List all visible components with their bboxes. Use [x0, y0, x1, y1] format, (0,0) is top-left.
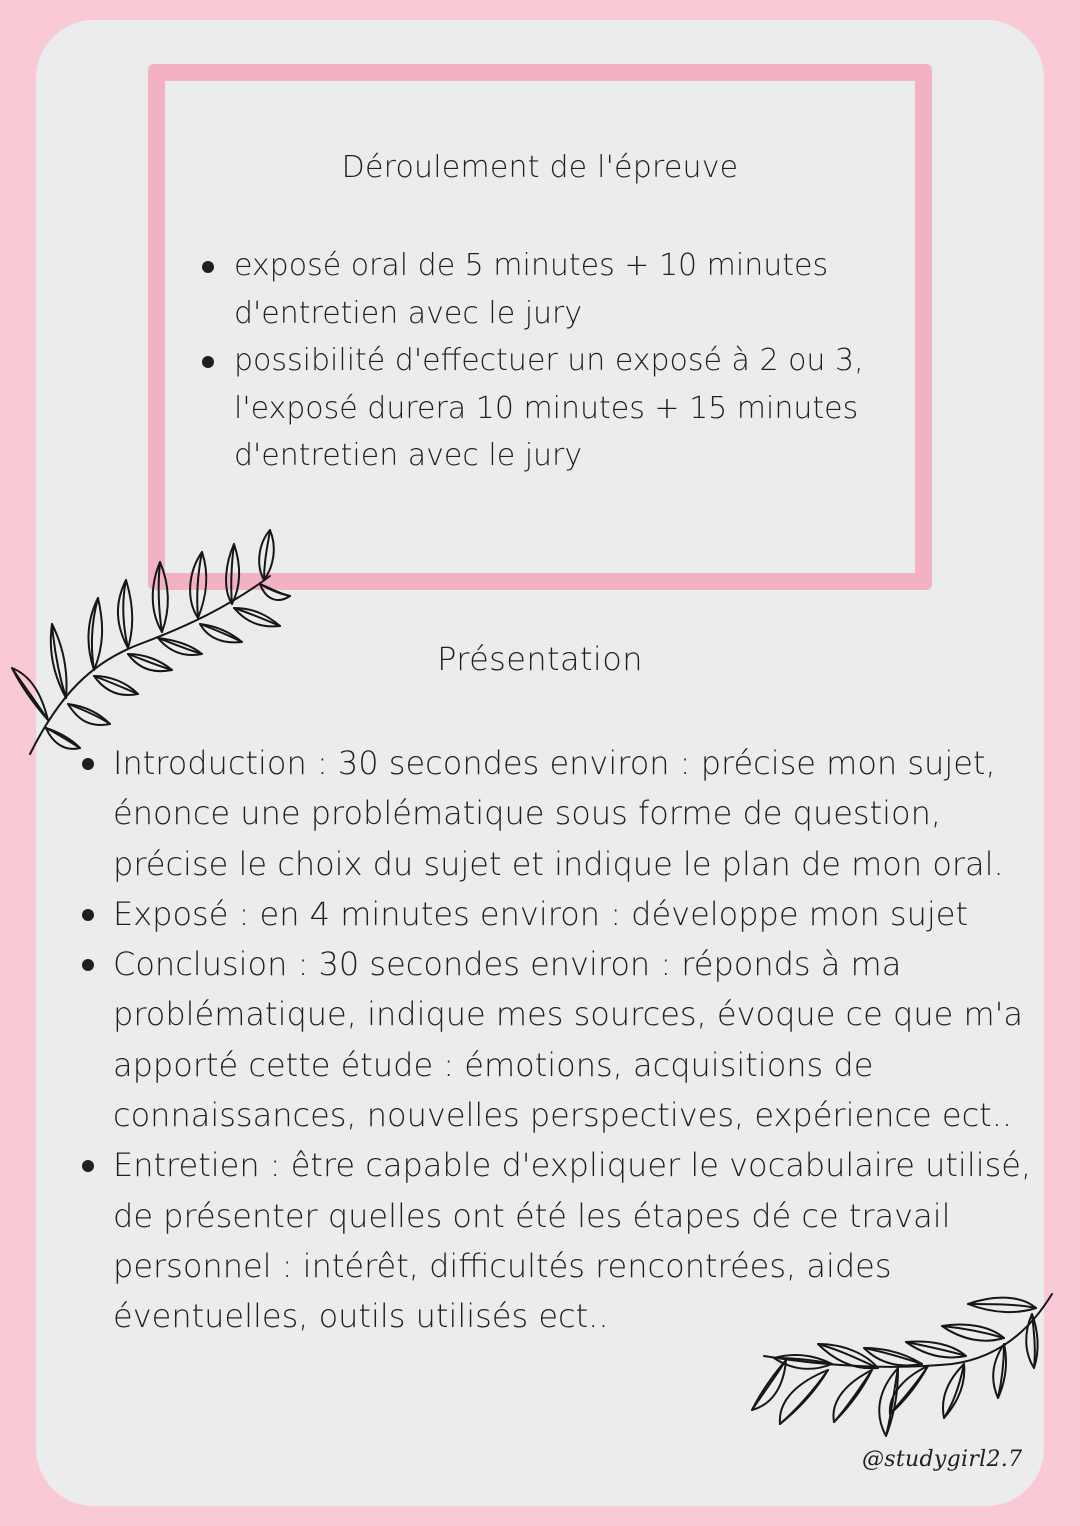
procedure-title: Déroulement de l'épreuve: [341, 150, 739, 185]
signature: @studygirl2.7: [862, 1447, 1023, 1472]
presentation-title: Présentation: [437, 640, 643, 678]
procedure-list: [196, 242, 876, 480]
presentation-item: Conclusion : 30 secondes environ : réponds à ma problématique, indique mes sources, évoque ce que m'a apporté cette étude : émotions, acquisitions de connaissances, nouvelles perspectives, expérience ect..: [74, 939, 1034, 1140]
leaf-branch-icon: [746, 1286, 1062, 1450]
presentation-item: Introduction : 30 secondes environ : précise mon sujet, énonce une problématique sous forme de question, précise le choix du sujet et indique le plan de mon oral.: [74, 738, 1034, 889]
presentation-list: [74, 738, 1034, 1342]
presentation-item: Exposé : en 4 minutes environ : développe mon sujet: [74, 889, 1034, 939]
procedure-item: possibilité d'effectuer un exposé à 2 ou 3, l'exposé durera 10 minutes + 15 minutes d'entretien avec le jury: [196, 337, 876, 480]
procedure-item: exposé oral de 5 minutes + 10 minutes d'entretien avec le jury: [196, 242, 876, 337]
presentation-item: Entretien : être capable d'expliquer le vocabulaire utilisé, de présenter quelles ont été les étapes dé ce travail personnel : intérêt, difficultés rencontrées, aides éventuelles, outils utilisés ect..: [74, 1140, 1034, 1341]
